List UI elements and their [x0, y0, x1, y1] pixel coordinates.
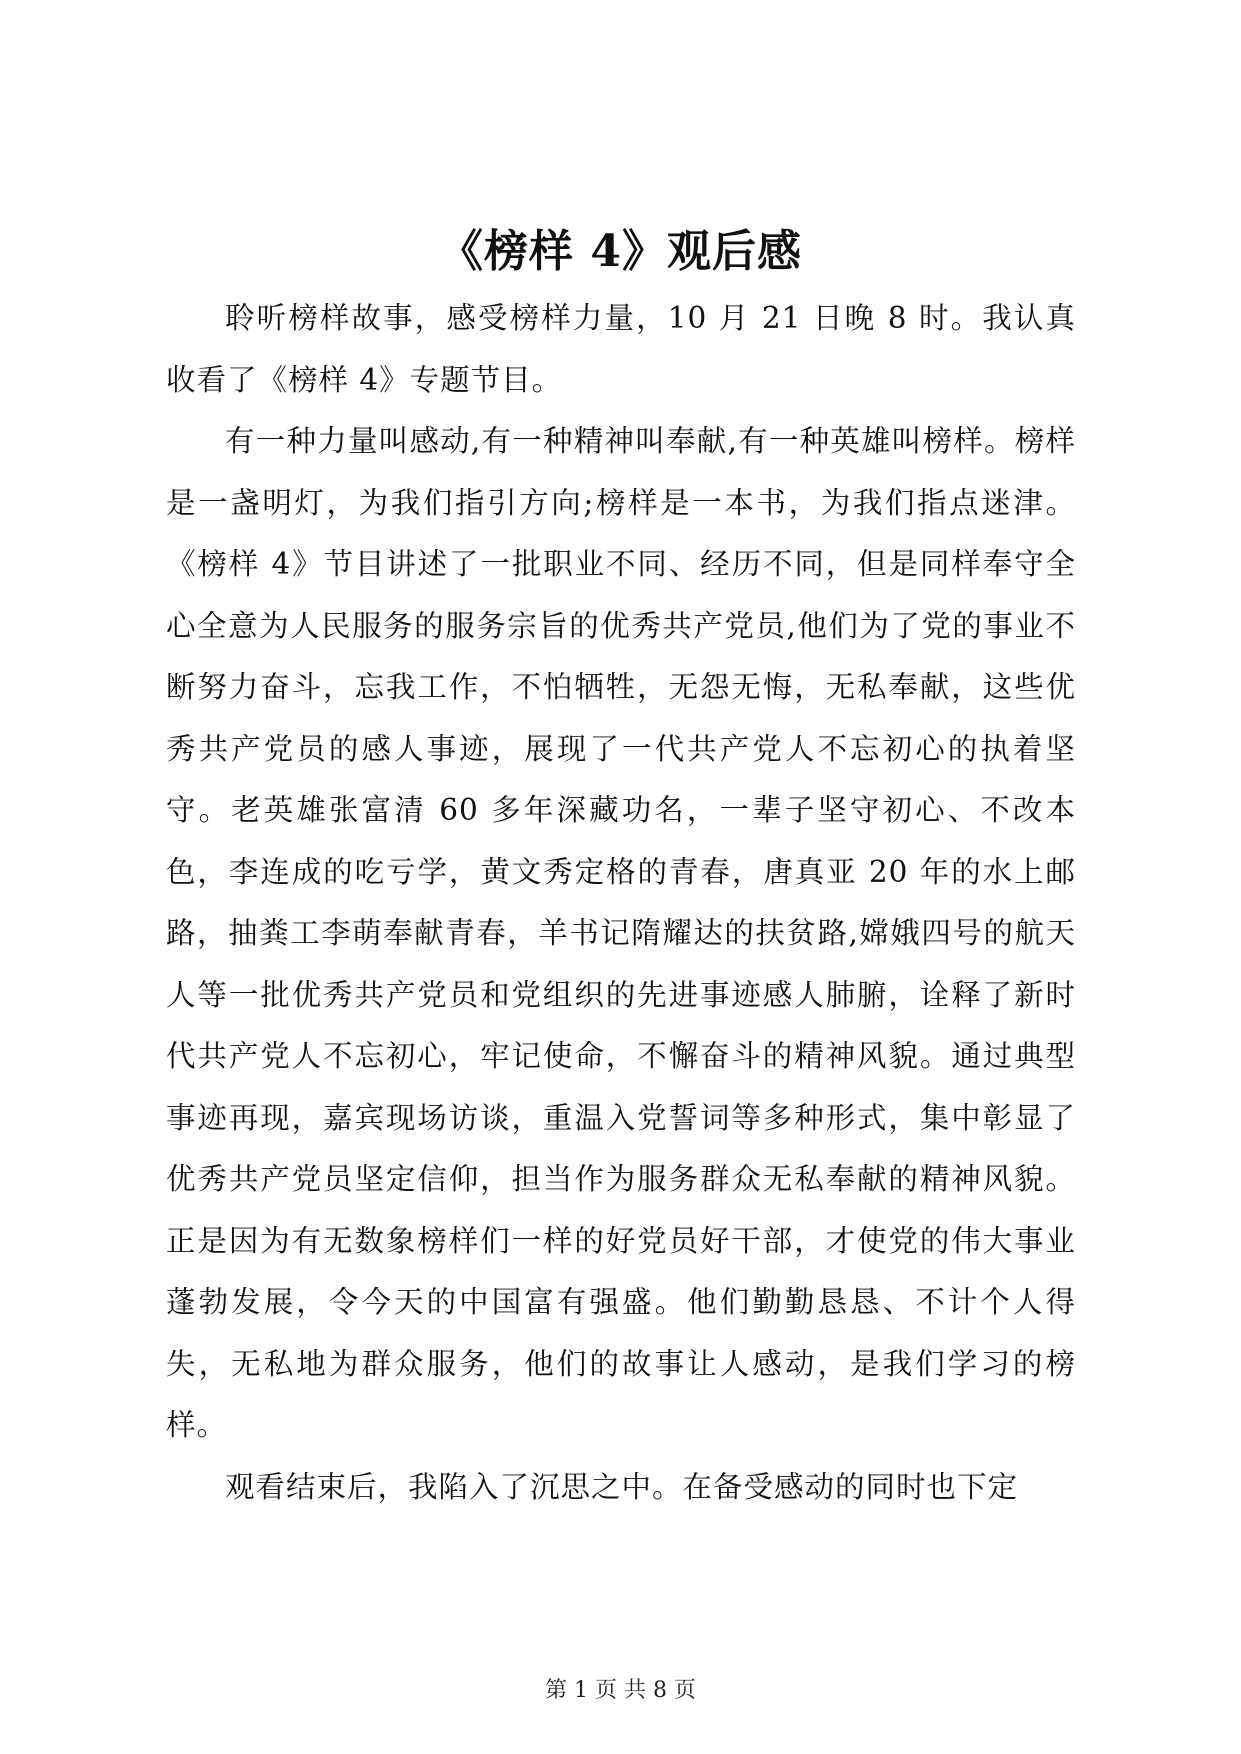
document-title: 《榜样 4》观后感	[439, 226, 802, 277]
paragraph-intro: 聆听榜样故事，感受榜样力量，10 月 21 日晚 8 时。我认真收看了《榜样 4》专题节目。	[166, 301, 1076, 397]
page-number-footer: 第 1 页 共 8 页	[545, 1678, 696, 1703]
paragraph-reflection: 观看结束后，我陷入了沉思之中。在备受感动的同时也下定	[225, 1469, 1019, 1504]
document-body	[166, 288, 1076, 1518]
paragraph-main: 有一种力量叫感动,有一种精神叫奉献,有一种英雄叫榜样。榜样是一盏明灯，为我们指引方向;榜样是一本书，为我们指点迷津。《榜样 4》节目讲述了一批职业不同、经历不同，但是同样奉守全心全意为人民服务的服务宗旨的优秀共产党员,他们为了党的事业不断努力奋斗，忘我工作，不怕牺牲，无怨无悔，无私奉献，这些优秀共产党员的感人事迹，展现了一代共产党人不忘初心的执着坚守。老英雄张富清 60 多年深藏功名，一辈子坚守初心、不改本色，李连成的吃亏学，黄文秀定格的青春，唐真亚 20 年的水上邮路，抽粪工李萌奉献青春，羊书记隋耀达的扶贫路,嫦娥四号的航天人等一批优秀共产党员和党组织的先进事迹感人肺腑，诠释了新时代共产党人不忘初心，牢记使命，不懈奋斗的精神风貌。通过典型事迹再现，嘉宾现场访谈，重温入党誓词等多种形式，集中彰显了优秀共产党员坚定信仰，担当作为服务群众无私奉献的精神风貌。正是因为有无数象榜样们一样的好党员好干部，才使党的伟大事业蓬勃发展，令今天的中国富有强盛。他们勤勤恳恳、不计个人得失，无私地为群众服务，他们的故事让人感动，是我们学习的榜样。	[166, 424, 1076, 1442]
